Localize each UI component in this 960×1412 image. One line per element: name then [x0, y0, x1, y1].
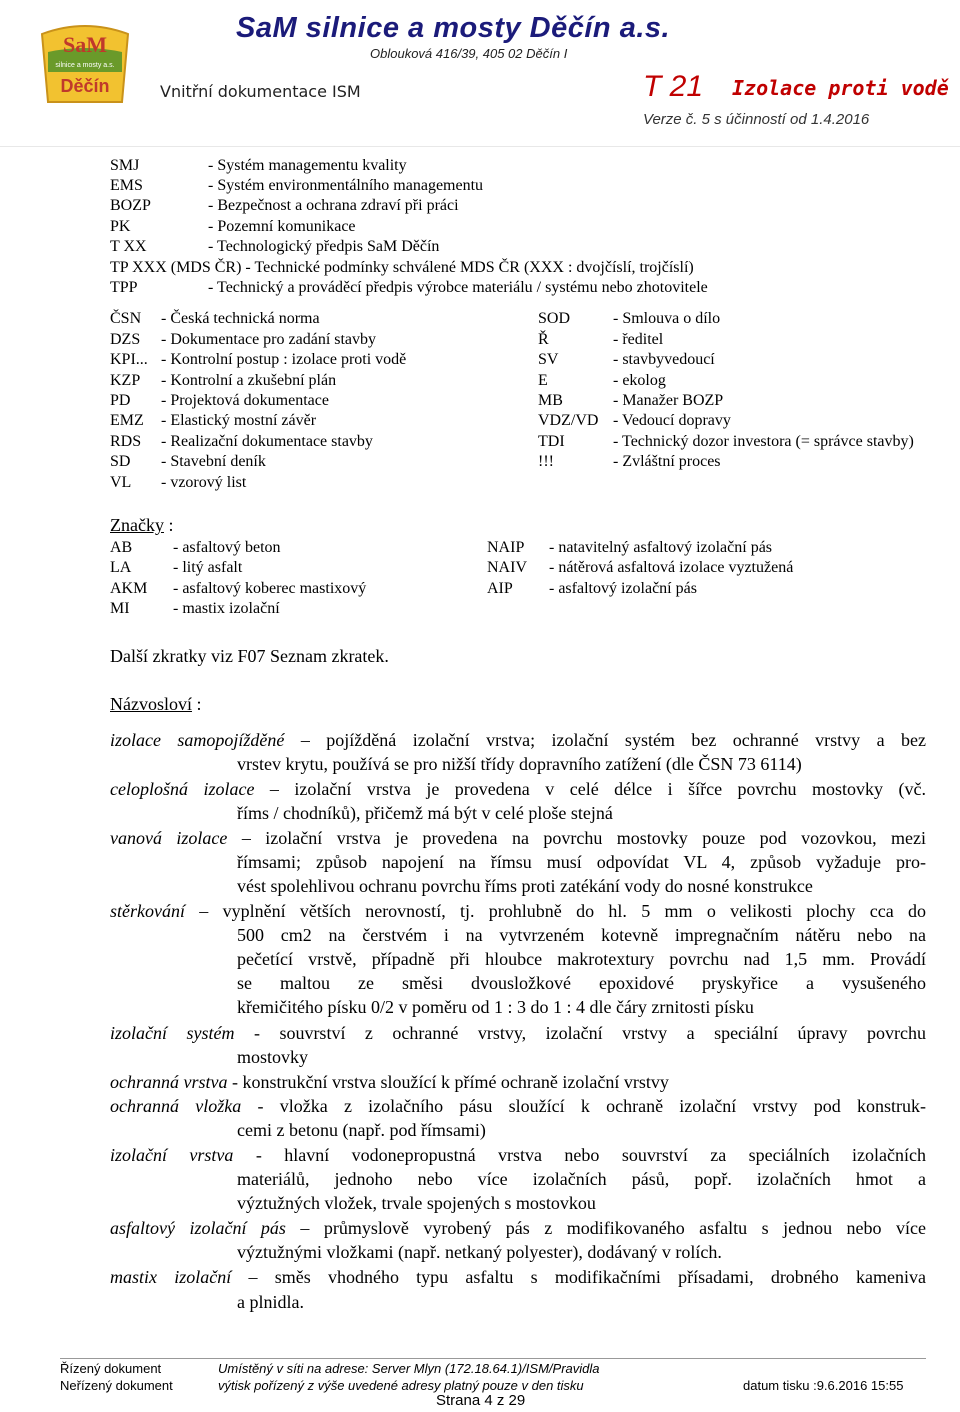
abbrev-desc: - Systém environmentálního managementu [208, 177, 484, 194]
term-line [110, 728, 926, 752]
term-name: ochranná vložka [110, 1096, 242, 1116]
mark-desc: - mastix izolační [173, 600, 280, 617]
abbrev-code: PK [110, 218, 131, 235]
term-def-line: římsami; způsob napojení na římsu musí odpovídat VL 4, způsob vyžaduje pro- [237, 852, 926, 872]
term-sep: - [241, 1096, 280, 1116]
abbrev-code: VDZ/VD [538, 412, 599, 429]
term-def-line: křemičitého písku 0/2 v poměru od 1 : 3 do 1 : 4 dle čáry zrnitosti písku [237, 997, 754, 1017]
company-name: SaM silnice a mosty Děčín a.s. [236, 12, 671, 44]
mark-code: NAIV [487, 559, 527, 576]
term-line [110, 1216, 926, 1240]
abbrev-desc: - vzorový list [161, 474, 247, 491]
logo-bottom-text: Děčín [60, 76, 110, 96]
abbrev-desc: - Technický dozor investora (= správce stavby) [613, 433, 914, 450]
abbrev-code: PD [110, 392, 131, 409]
abbrev-code: TPP [110, 279, 138, 296]
marks-heading-text: Značky [110, 515, 164, 535]
abbrev-desc: - ekolog [613, 372, 666, 389]
mark-code: MI [110, 600, 130, 617]
abbrev-desc: - Realizační dokumentace stavby [161, 433, 373, 450]
abbrev-code: RDS [110, 433, 142, 450]
term-name: asfaltový izolační pás [110, 1218, 286, 1238]
mark-desc: - nátěrová asfaltová izolace vyztužená [549, 559, 794, 576]
abbrev-desc: - Projektová dokumentace [161, 392, 329, 409]
term-sep: – [227, 828, 266, 848]
term-line [110, 1070, 669, 1094]
doc-title: Izolace proti vodě [732, 76, 949, 100]
abbrev-desc: - Manažer BOZP [613, 392, 724, 409]
term-def-line: 500 cm2 na čerstvém i na vytvrzeném kotevně impregnačním nátěru nebo na [237, 925, 926, 945]
abbrev-code: !!! [538, 453, 554, 470]
abbrev-desc: - Bezpečnost a ochrana zdraví při práci [208, 197, 459, 214]
terms-heading-colon: : [191, 694, 202, 714]
term-name: stěrkování [110, 901, 185, 921]
footer-printout: výtisk pořízený z výše uvedené adresy platný pouze v den tisku [218, 1378, 584, 1393]
abbrev-code: SMJ [110, 157, 140, 174]
footer-location: Umístěný v síti na adrese: Server Mlyn (172.18.64.1)/ISM/Pravidla [218, 1361, 600, 1376]
term-line [110, 1265, 926, 1289]
term-def: pojížděná izolační vrstva; izolační systém bez ochranné vrstvy a bez [326, 730, 927, 750]
term-name: izolační systém [110, 1023, 235, 1043]
doc-version: Verze č. 5 s účinností od 1.4.2016 [643, 111, 870, 128]
term-def: směs vhodného typu asfaltu s modifikačními přísadami, drobného kameniva [274, 1267, 927, 1287]
abbrev-desc: - Dokumentace pro zadání stavby [161, 331, 377, 348]
abbrev-desc: - Elastický mostní závěr [161, 412, 317, 429]
term-def: izolační vrstva je provedena v celé délce i šířce povrchu mostovky (vč. [294, 779, 926, 799]
logo-top-text: SaM [63, 32, 107, 57]
abbrev-code: MB [538, 392, 563, 409]
abbrev-code: Ř [538, 331, 549, 348]
term-def: průmyslově vyrobený pás z modifikovaného asfaltu s jednou nebo více [323, 1218, 926, 1238]
logo-small-text: silnice a mosty a.s. [55, 62, 115, 69]
term-def: vyplnění větších nerovností, tj. prohlubně do hl. 5 mm o velikosti plochy cca do [222, 901, 927, 921]
doc-code: T 21 [643, 70, 704, 103]
term-def-line: říms / chodníků), přičemž má být v celé ploše stejná [237, 803, 613, 823]
marks-heading-colon: : [163, 515, 174, 535]
mark-desc: - asfaltový koberec mastixový [173, 580, 367, 597]
abbrev-code: DZS [110, 331, 141, 348]
term-def-line: výztužných vložek, trvale spojených s mostovkou [237, 1193, 596, 1213]
abbrev-desc: - Stavební deník [161, 453, 266, 470]
term-line [110, 1094, 926, 1118]
term-def-line: vést spolehlivou ochranu povrchu říms proti zatékání vody do nosné konstrukce [237, 876, 813, 896]
abbrev-code: SV [538, 351, 559, 368]
abbrev-code: VL [110, 474, 132, 491]
mark-desc: - asfaltový beton [173, 539, 281, 556]
header-divider [0, 146, 960, 147]
mark-desc: - asfaltový izolační pás [549, 580, 697, 597]
term-line [110, 777, 926, 801]
term-line [110, 1021, 926, 1045]
mark-code: NAIP [487, 539, 525, 556]
term-def: izolační vrstva je provedena na povrchu mostovky pouze pod vozovkou, mezi [265, 828, 926, 848]
mark-desc: - litý asfalt [173, 559, 243, 576]
footer-uncontrolled: Neřízený dokument [60, 1378, 173, 1393]
term-sep: - [233, 1145, 285, 1165]
footer-divider [60, 1358, 926, 1359]
marks-heading [110, 513, 174, 537]
abbrev-desc: - Technologický předpis SaM Děčín [208, 238, 440, 255]
abbrev-code: SD [110, 453, 131, 470]
abbrev-desc: - Zvláštní proces [613, 453, 721, 470]
term-sep: – [285, 1218, 324, 1238]
terms-heading [110, 692, 202, 716]
term-name: izolace samopojížděné [110, 730, 285, 750]
term-name: vanová izolace [110, 828, 228, 848]
term-def-line: výztužnými vložkami (např. netkaný polyester), dodávaný v rolích. [237, 1242, 722, 1262]
terms-heading-text: Názvosloví [110, 694, 192, 714]
abbrev-desc: - Technický a prováděcí předpis výrobce materiálu / systému nebo zhotovitele [208, 279, 708, 296]
term-line [110, 1143, 926, 1167]
term-def-line: a plnidla. [237, 1292, 304, 1312]
footer-print-date: datum tisku :9.6.2016 15:55 [743, 1378, 904, 1393]
abbrev-desc: - Systém managementu kvality [208, 157, 407, 174]
term-def-line: vrstev krytu, používá se pro nižší třídy dopravního zatížení (dle ČSN 73 6114) [237, 754, 802, 774]
abbrev-code: T XX [110, 238, 147, 255]
abbrev-code: ČSN [110, 310, 142, 327]
abbrev-code: BOZP [110, 197, 151, 214]
abbrev-desc: - Kontrolní postup : izolace proti vodě [161, 351, 407, 368]
abbrev-desc: - stavbyvedoucí [613, 351, 715, 368]
term-name: mastix izolační [110, 1267, 232, 1287]
term-sep: – [184, 901, 223, 921]
footer-controlled: Řízený dokument [60, 1361, 162, 1376]
page-number: Strana 4 z 29 [436, 1392, 526, 1409]
abbrev-code: E [538, 372, 548, 389]
mark-code: AB [110, 539, 133, 556]
abbrev-desc: - Smlouva o dílo [613, 310, 721, 327]
term-def-line: materiálů, jednoho nebo více izolačních pásů, popř. izolačních hmot a [237, 1169, 926, 1189]
term-line [110, 826, 926, 850]
abbrev-desc: - ředitel [613, 331, 664, 348]
more-abbrev-note: Další zkratky viz F07 Seznam zkratek. [110, 646, 389, 666]
term-def-line: mostovky [237, 1047, 309, 1067]
term-name: ochranná vrstva [110, 1072, 228, 1092]
company-address: Oblouková 416/39, 405 02 Děčín I [370, 46, 568, 61]
term-def: hlavní vodonepropustná vrstva nebo souvrství za speciálních izolačních [284, 1145, 926, 1165]
abbrev-code: EMS [110, 177, 143, 194]
term-line [110, 899, 926, 923]
term-def: souvrství z ochranné vrstvy, izolační vrstvy a speciální úpravy povrchu [279, 1023, 926, 1043]
term-def: konstrukční vrstva sloužící k přímé ochraně izolační vrstvy [242, 1072, 669, 1092]
term-sep: - [234, 1023, 280, 1043]
abbrev-code: KPI... [110, 351, 148, 368]
term-def-line: se maltou ze směsi dvousložkové epoxidové pryskyřice a vysušeného [237, 973, 926, 993]
term-def-line: cemi z betonu (např. pod římsami) [237, 1120, 486, 1140]
abbrev-code: KZP [110, 372, 141, 389]
document-header [0, 0, 960, 146]
abbrev-desc: - Česká technická norma [161, 310, 320, 327]
abbrev-code: TDI [538, 433, 565, 450]
internal-doc-label: Vnitřní dokumentace ISM [160, 82, 361, 101]
term-def: vložka z izolačního pásu sloužící k ochraně izolační vrstvy pod konstruk- [279, 1096, 926, 1116]
mark-desc: - natavitelný asfaltový izolační pás [549, 539, 773, 556]
term-sep: - [227, 1072, 243, 1092]
abbrev-desc: - Kontrolní a zkušební plán [161, 372, 337, 389]
term-sep: – [284, 730, 327, 750]
abbrev-code: SOD [538, 310, 571, 327]
company-logo [38, 22, 132, 106]
term-sep: – [231, 1267, 275, 1287]
abbrev-desc: - Pozemní komunikace [208, 218, 356, 235]
abbrev-code: EMZ [110, 412, 144, 429]
term-name: celoplošná izolace [110, 779, 255, 799]
term-sep: – [254, 779, 295, 799]
mark-code: LA [110, 559, 132, 576]
mark-code: AKM [110, 580, 148, 597]
term-def-line: pečetící vrstvě, případně při hloubce makrotextury povrchu nad 1,5 mm. Provádí [237, 949, 926, 969]
abbrev-code: TP XXX (MDS ČR) - Technické podmínky schválené MDS ČR (XXX : dvojčíslí, trojčíslí) [110, 259, 694, 276]
term-name: izolační vrstva [110, 1145, 234, 1165]
mark-code: AIP [487, 580, 513, 597]
abbrev-desc: - Vedoucí dopravy [613, 412, 731, 429]
